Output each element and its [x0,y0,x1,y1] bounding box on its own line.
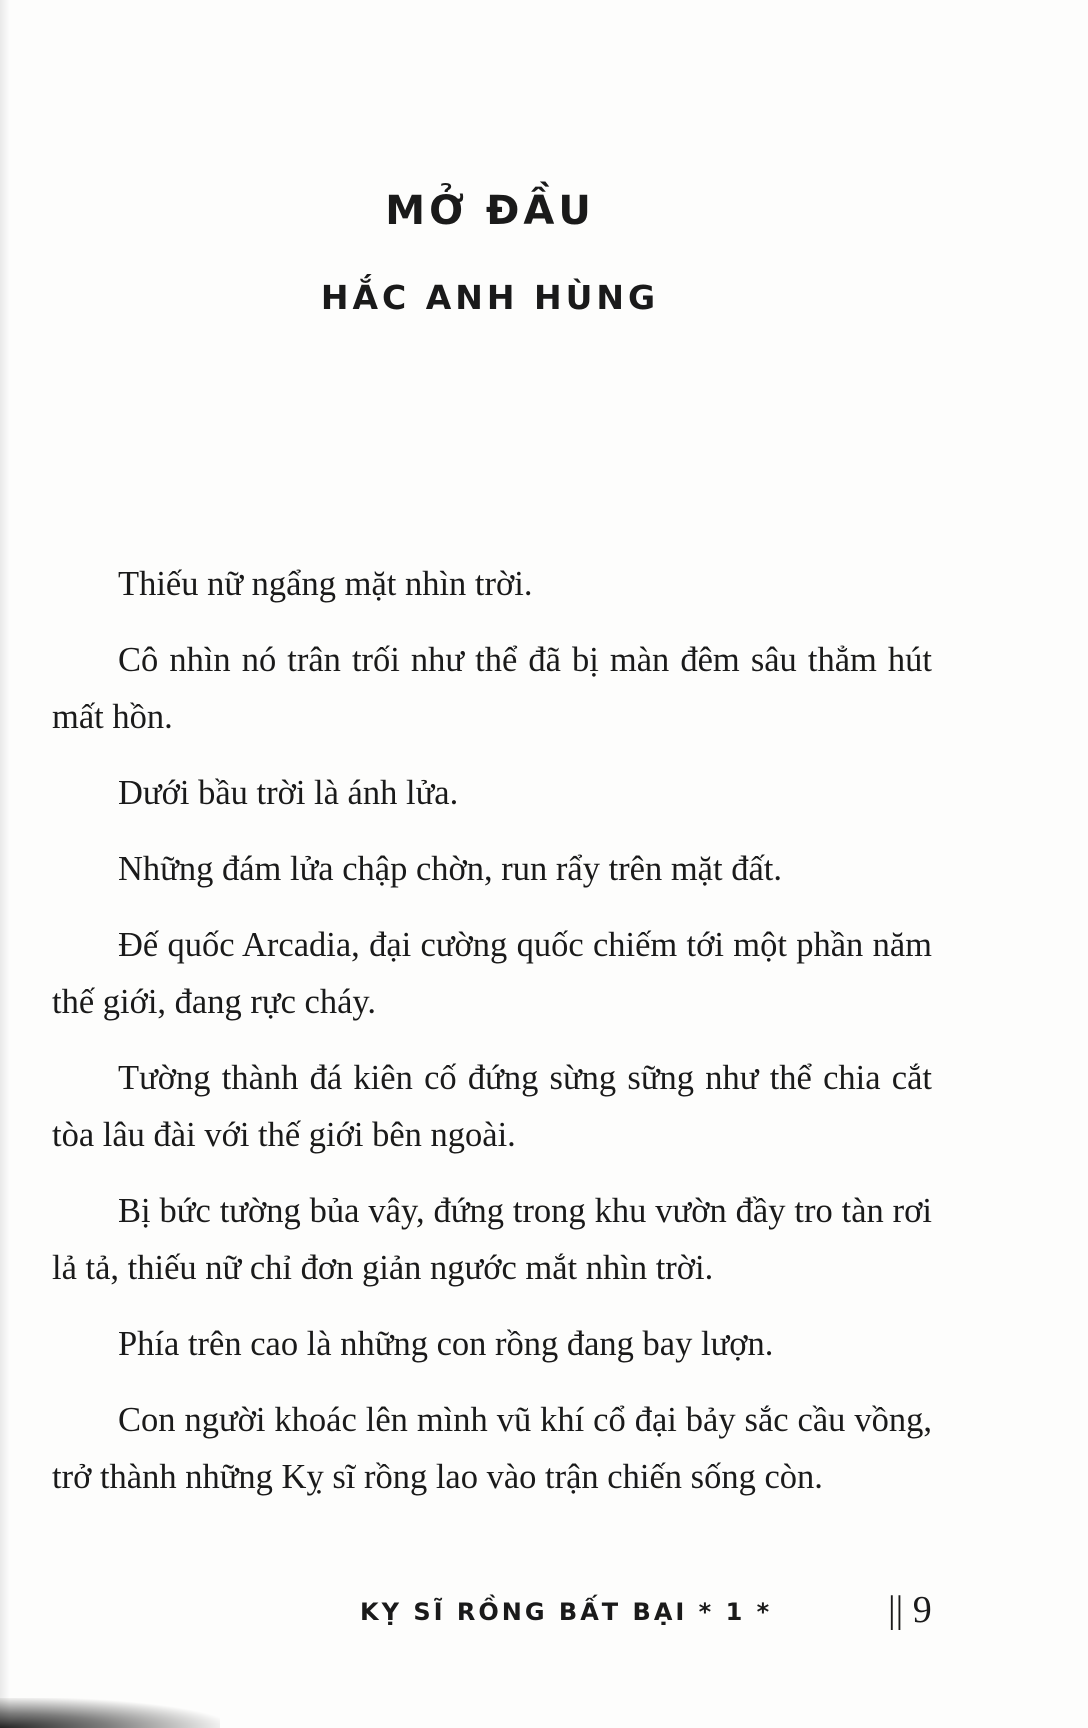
paragraph: Dưới bầu trời là ánh lửa. [118,774,459,812]
body-text [52,556,932,1525]
chapter-label: MỞ ĐẦU [385,188,595,234]
page-corner-shadow [0,1698,220,1728]
paragraph: Phía trên cao là những con rồng đang bay lượn. [118,1325,774,1363]
paragraph: Thiếu nữ ngẩng mặt nhìn trời. [118,565,533,603]
paragraph: Bị bức tường bủa vây, đứng trong khu vườn đầy tro tàn rơi lả tả, thiếu nữ chỉ đơn giản ngước mắt nhìn trời. [52,1192,932,1287]
paragraph: Những đám lửa chập chờn, run rẩy trên mặt đất. [118,850,782,888]
paragraph: Cô nhìn nó trân trối như thể đã bị màn đêm sâu thẳm hút mất hồn. [52,641,932,736]
page-edge-shadow [0,0,10,1728]
chapter-title: HẮC ANH HÙNG [320,278,660,317]
running-footer-title: KỴ SĨ RỒNG BẤT BẠI * 1 * [360,1598,773,1626]
paragraph: Tường thành đá kiên cố đứng sừng sững như thể chia cắt tòa lâu đài với thế giới bên ngoài. [52,1059,932,1154]
paragraph: Con người khoác lên mình vũ khí cổ đại bảy sắc cầu vồng, trở thành những Kỵ sĩ rồng lao vào trận chiến sống còn. [52,1401,932,1496]
page-number: || 9 [888,1589,932,1631]
paragraph: Đế quốc Arcadia, đại cường quốc chiếm tới một phần năm thế giới, đang rực cháy. [52,926,932,1021]
